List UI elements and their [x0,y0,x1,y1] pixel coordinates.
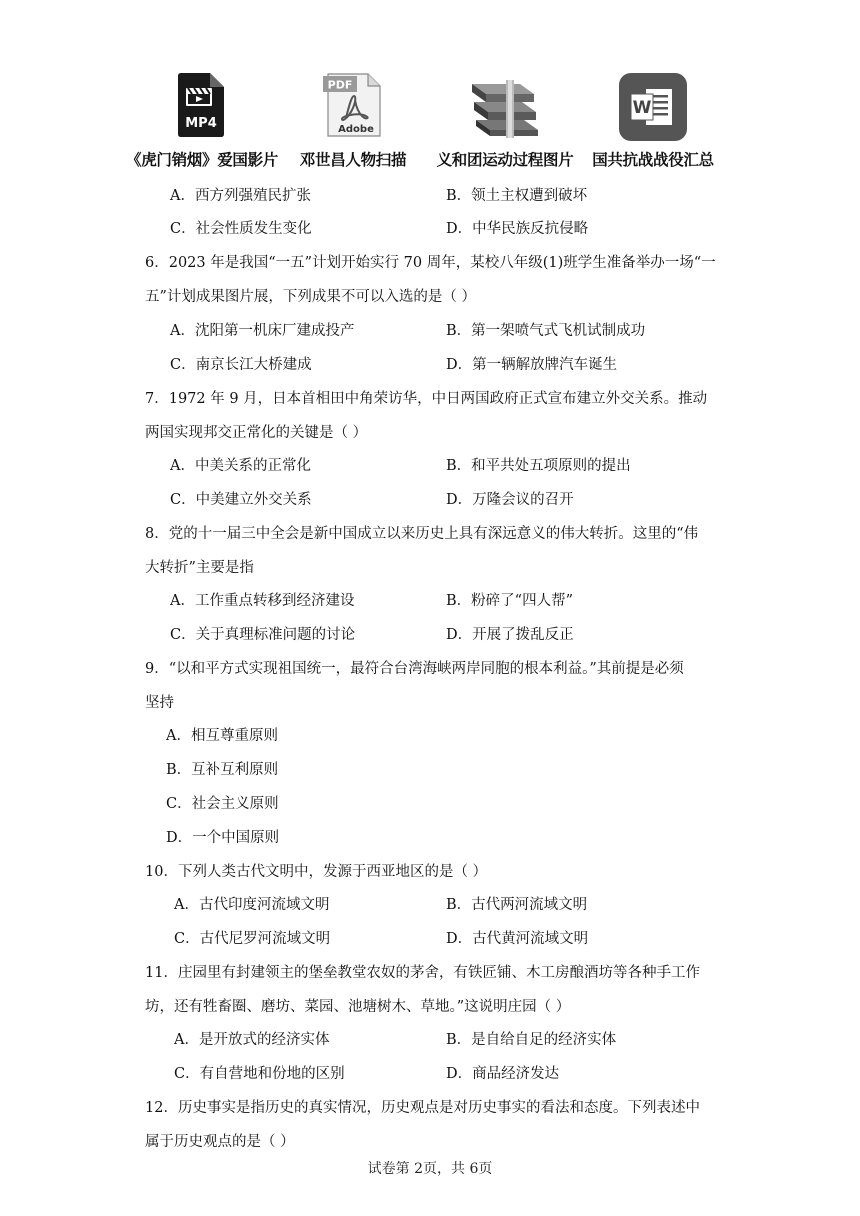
resource-mp4[interactable] [126,70,279,180]
q6-stem: 6．2023 年是我国“一五”计划开始实行 70 周年，某校八年级(1)班学生准备举办一场“一 [145,255,716,271]
q8-stem: 8．党的十一届三中全会是新中国成立以来历史上具有深远意义的伟大转折。这里的“伟 [145,526,699,542]
resource-archive[interactable] [430,70,580,180]
q8-option-c[interactable]: C．关于真理标准问题的讨论 [170,627,356,643]
q7-option-a[interactable]: A．中美关系的正常化 [170,458,311,474]
resource-caption: 国共抗战战役汇总 [592,151,714,169]
resource-icon-row [126,70,728,180]
q9-option-d[interactable]: D．一个中国原则 [166,830,280,846]
resource-caption: 义和团运动过程图片 [436,151,574,169]
q11-option-c[interactable]: C．有自营地和份地的区别 [174,1066,345,1082]
word-document-icon [618,72,688,142]
q11-option-a[interactable]: A．是开放式的经济实体 [174,1032,330,1048]
q9-option-c[interactable]: C．社会主义原则 [166,796,279,812]
page-footer: 试卷第 2页，共 6页 [367,1161,493,1177]
q6-option-c[interactable]: C．南京长江大桥建成 [170,357,312,373]
resource-pdf[interactable] [278,70,428,180]
q7-stem: 两国实现邦交正常化的关键是（ ） [145,425,368,441]
pdf-document-icon [322,72,384,138]
svg-text:PDF: PDF [327,78,353,92]
q12-stem: 12．历史事实是指历史的真实情况，历史观点是对历史事实的看法和态度。下列表述中 [145,1100,700,1116]
q9-stem: 9．“以和平方式实现祖国统一，最符合台湾海峡两岸同胞的根本利益。”其前提是必须 [145,661,684,677]
svg-text:W: W [632,98,652,118]
svg-text:Adobe: Adobe [338,124,374,135]
q6-option-d[interactable]: D．第一辆解放牌汽车诞生 [446,357,618,373]
q5-option-a[interactable]: A．西方列强殖民扩张 [170,188,311,204]
q12-stem: 属于历史观点的是（ ） [145,1134,295,1150]
q10-option-a[interactable]: A．古代印度河流域文明 [174,897,330,913]
q9-option-a[interactable]: A．相互尊重原则 [166,728,278,744]
q6-option-b[interactable]: B．第一架喷气式飞机试制成功 [446,323,646,339]
archive-books-icon [468,72,542,138]
q10-option-d[interactable]: D．古代黄河流域文明 [446,931,589,947]
resource-caption: 邓世昌人物扫描 [299,151,407,169]
svg-text:MP4: MP4 [185,116,217,131]
q9-option-b[interactable]: B．互补互利原则 [166,762,279,778]
q7-stem: 7．1972 年 9 月，日本首相田中角荣访华，中日两国政府正式宣布建立外交关系。推动 [145,391,708,407]
q5-option-c[interactable]: C．社会性质发生变化 [170,221,312,237]
q8-stem: 大转折”主要是指 [145,560,254,576]
q7-option-c[interactable]: C．中美建立外交关系 [170,492,312,508]
q10-stem: 10．下列人类古代文明中，发源于西亚地区的是（ ） [145,864,488,880]
q8-option-d[interactable]: D．开展了拨乱反正 [446,627,574,643]
q8-option-b[interactable]: B．粉碎了“四人帮” [446,593,573,609]
q5-option-d[interactable]: D．中华民族反抗侵略 [446,221,589,237]
q8-option-a[interactable]: A．工作重点转移到经济建设 [170,593,355,609]
q5-option-b[interactable]: B．领土主权遭到破坏 [446,188,588,204]
mp4-video-icon [176,72,226,138]
resource-word[interactable] [578,70,728,180]
q11-stem: 坊，还有牲畜圈、磨坊、菜园、池塘树木、草地。”这说明庄园（ ） [145,999,571,1015]
q10-option-b[interactable]: B．古代两河流域文明 [446,897,588,913]
q6-stem: 五”计划成果图片展，下列成果不可以入选的是（ ） [145,289,477,305]
q10-option-c[interactable]: C．古代尼罗河流域文明 [174,931,331,947]
q11-stem: 11．庄园里有封建领主的堡垒教堂农奴的茅舍，有铁匠铺、木工房酿酒坊等各种手工作 [145,965,700,981]
q7-option-d[interactable]: D．万隆会议的召开 [446,492,574,508]
q6-option-a[interactable]: A．沈阳第一机床厂建成投产 [170,323,355,339]
q11-option-d[interactable]: D．商品经济发达 [446,1066,560,1082]
q7-option-b[interactable]: B．和平共处五项原则的提出 [446,458,631,474]
q11-option-b[interactable]: B．是自给自足的经济实体 [446,1032,617,1048]
q9-stem: 坚持 [145,695,174,711]
resource-caption: 《虎门销烟》爱国影片 [126,151,279,169]
